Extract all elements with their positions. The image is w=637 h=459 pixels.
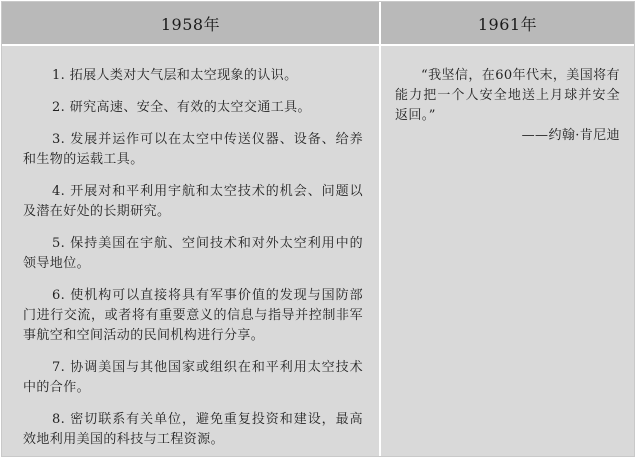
column-header-1961: 1961年 — [381, 2, 634, 46]
quote-attribution: ——约翰·肯尼迪 — [521, 128, 620, 143]
column-1961 — [381, 2, 634, 456]
objective-item-7: 7. 协调美国与其他国家或组织在和平利用太空技术中的合作。 — [23, 360, 363, 395]
column-1958 — [2, 2, 379, 456]
comparison-table — [1, 1, 635, 457]
kennedy-quote: “我坚信，在60年代末，美国将有能力把一个人安全地送上月球并安全返回。” — [395, 68, 620, 123]
objective-item-8: 8. 密切联系有关单位，避免重复投资和建设，最高效地利用美国的科技与工程资源。 — [23, 412, 363, 447]
quote-block — [381, 46, 634, 146]
objective-item-2: 2. 研究高速、安全、有效的太空交通工具。 — [52, 100, 311, 115]
objective-item-1: 1. 拓展人类对大气层和太空现象的认识。 — [52, 68, 298, 83]
objectives-list — [2, 46, 379, 450]
objective-item-3: 3. 发展并运作可以在太空中传送仪器、设备、给养和生物的运载工具。 — [23, 132, 363, 167]
objective-item-4: 4. 开展对和平利用宇航和太空技术的机会、问题以及潜在好处的长期研究。 — [23, 184, 363, 219]
objective-item-5: 5. 保持美国在宇航、空间技术和对外太空利用中的领导地位。 — [23, 236, 363, 271]
column-header-1958: 1958年 — [2, 2, 379, 46]
objective-item-6: 6. 使机构可以直接将具有军事价值的发现与国防部门进行交流，或者将有重要意义的信息与指导并控制非军事航空和空间活动的民间机构进行分享。 — [23, 288, 363, 343]
